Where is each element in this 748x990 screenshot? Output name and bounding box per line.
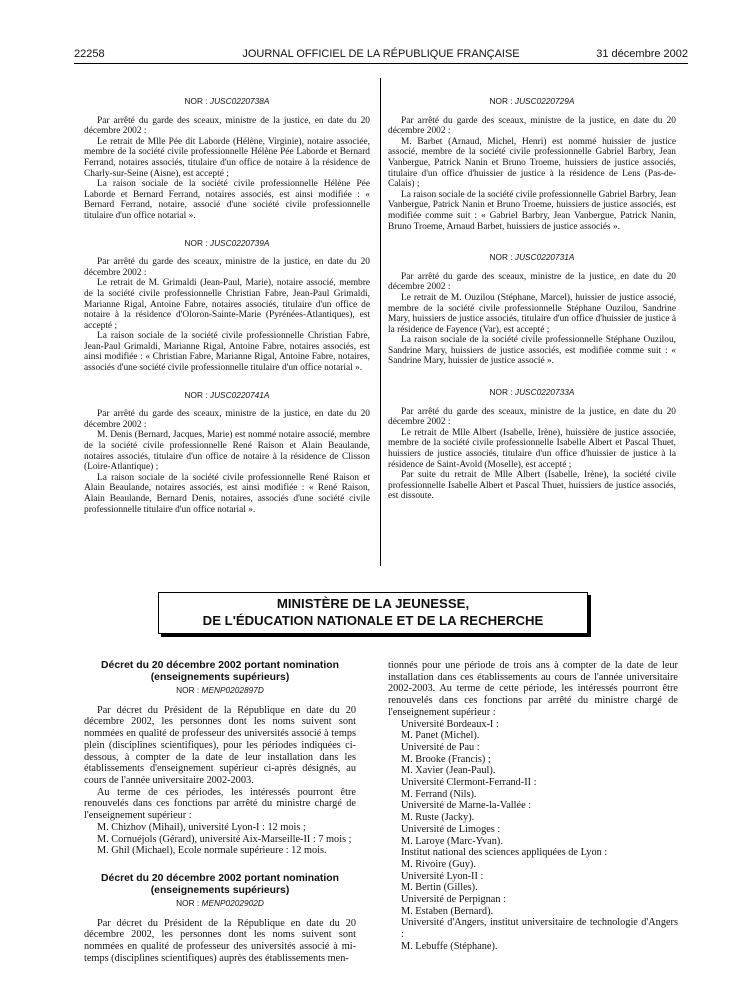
nor-reference: NOR : JUSC0220731A — [489, 252, 575, 263]
paragraph: Par arrêté du garde des sceaux, ministre de la justice, en date du 20 décembre 2002 : — [84, 115, 370, 137]
arrete-block — [388, 96, 676, 232]
paragraph: tionnés pour une période de trois ans à compter de la date de leur installation dans ces établissements au cours de l'année universitaire 2002-2003. Au terme de cette période, les intéressés pourront être renouvelés dans ces fonctions par arrêté du ministre chargé de l'enseignement supérieur : — [388, 660, 678, 718]
list-item: M. Cornuéjols (Gérard), université Aix-Marseille-II : 7 mois ; — [97, 833, 352, 845]
ministry-heading-box — [158, 592, 588, 634]
list-item: Institut national des sciences appliquées de Lyon : — [401, 847, 608, 859]
list-item: M. Ghil (Michael), Ecole normale supérieure : 12 mois. — [97, 845, 327, 857]
decree-subtitle: (enseignements supérieurs) — [150, 671, 290, 683]
paragraph: Par arrêté du garde des sceaux, ministre de la justice, en date du 20 décembre 2002 : — [84, 257, 370, 278]
list-item: Université de Limoges : — [401, 823, 501, 835]
paragraph: M. Denis (Bernard, Jacques, Marie) est nommé notaire associé, membre de la société civile professionnelle René Raison et Alain Beaulande, notaires associés, titulaire d'un office de notaire à la résidence de Clisson (Loire-Atlantique) ; — [84, 430, 370, 473]
paragraph: Le retrait de M. Grimaldi (Jean-Paul, Marie), notaire associé, membre de la société civile professionnelle Christian Fabre, Jean-Paul Grimaldi, Marianne Rigal, Antoine Fabre, notaires associés, titulaire d'un office de notaire à la résidence d'Oloron-Sainte-Marie (Pyrénées-Atlantiques), est accepté ; — [84, 278, 370, 331]
list-item: Université d'Angers, institut universitaire de technologie d'Angers : — [401, 917, 678, 941]
arrete-block — [84, 96, 370, 222]
right-column-top — [388, 96, 676, 502]
decree-subtitle: (enseignements supérieurs) — [150, 884, 290, 896]
paragraph: Par suite du retrait de Mlle Albert (Isabelle, Irène), la société civile professionnelle Isabelle Albert et Pascal Thuet, huissiers de justice associés, est dissoute. — [388, 470, 676, 502]
list-item: M. Laroye (Marc-Yvan). — [401, 835, 503, 847]
decree-title: Décret du 20 décembre 2002 portant nomination — [101, 872, 339, 884]
list-item: Université Lyon-II : — [401, 870, 484, 882]
paragraph: La raison sociale de la société civile professionnelle Stéphane Ouzilou, Sandrine Mary, huissiers de justice associés, est modifiée comme suit : « Sandrine Mary, huissier de justice associé ». — [388, 335, 676, 367]
decree-block — [84, 660, 356, 857]
nor-reference: NOR : JUSC0220741A — [184, 389, 270, 400]
list-item: M. Xavier (Jean-Paul). — [401, 765, 496, 777]
ministry-line-1: MINISTÈRE DE LA JEUNESSE, — [276, 596, 470, 611]
left-column-top — [84, 96, 370, 515]
list-item: M. Estaben (Bernard). — [401, 905, 494, 917]
paragraph: La raison sociale de la société civile professionnelle René Raison et Alain Beaulande, notaires associés, est ainsi modifiée : « René Raison, Alain Beaulande, Bernard Denis, notaires, associés d'une société civile professionnelle titulaire d'un office notarial ». — [84, 472, 370, 515]
page-header — [74, 48, 688, 62]
arrete-block — [84, 390, 370, 516]
nor-reference: NOR : JUSC0220739A — [184, 237, 270, 248]
nor-reference: NOR : MENP0202902D — [176, 898, 264, 909]
list-item: Université Bordeaux-I : — [401, 718, 499, 730]
decree-title: Décret du 20 décembre 2002 portant nomination — [101, 660, 339, 671]
journal-title: JOURNAL OFFICIEL DE LA RÉPUBLIQUE FRANÇAISE — [242, 48, 520, 60]
list-item: Université de Marne-la-Vallée : — [401, 800, 532, 812]
nor-reference: NOR : MENP0202897D — [176, 685, 264, 696]
left-column-bottom — [84, 660, 356, 965]
paragraph: La raison sociale de la société civile professionnelle Christian Fabre, Jean-Paul Grimaldi, Marianne Rigal, Antoine Fabre, notaires associés, est ainsi modifiée : « Christian Fabre, Marianne Rigal, Antoine Fabre, notaires, associés d'une société civile professionnelle titulaire d'un office notarial ». — [84, 331, 370, 374]
decree-block — [84, 873, 356, 965]
paragraph: Le retrait de Mlle Albert (Isabelle, Irène), huissière de justice associée, membre de la société civile professionnelle Isabelle Albert et Pascal Thuet, huissiers de justice associés, titulaire d'un office d'huissier de justice à la résidence de Saint-Avold (Moselle), est accepté ; — [388, 427, 676, 470]
paragraph: Par décret du Président de la République en date du 20 décembre 2002, les personnes dont les noms suivent sont nommées en qualité de professeur des universités associé à mi-temps (disciplines scientifiques) auprès des établissements men- — [84, 917, 356, 964]
list-item: Université Clermont-Ferrand-II : — [401, 777, 537, 789]
list-item: M. Lebuffe (Stéphane). — [401, 940, 498, 952]
paragraph: Le retrait de M. Ouzilou (Stéphane, Marcel), huissier de justice associé, membre de la société civile professionnelle Stéphane Ouzilou, Sandrine Mary, huissiers de justice associés, titulaire d'un office d'huissier de justice à la résidence de Fayence (Var), est accepté ; — [388, 292, 676, 335]
publication-date: 31 décembre 2002 — [596, 48, 688, 60]
list-item: Université de Perpignan : — [401, 894, 506, 906]
column-divider — [380, 78, 381, 566]
paragraph: La raison sociale de la société civile professionnelle Gabriel Barbry, Jean Vanbergue, Patrick Nanin et Bruno Troeme, huissiers de justice associés, est modifiée comme suit : « Gabriel Barbry, Jean Vanbergue, Patrick Nanin, Bruno Troeme, Arnaud Barbet, huissiers de justice associés ». — [388, 189, 676, 232]
list-item: M. Panet (Michel). — [401, 730, 480, 742]
nor-reference: NOR : JUSC0220733A — [489, 387, 575, 398]
list-item: M. Brooke (Francis) ; — [401, 753, 491, 765]
list-item: M. Chizhov (Mihail), université Lyon-I : 12 mois ; — [97, 821, 306, 833]
arrete-block — [84, 238, 370, 374]
list-item: M. Rivoire (Guy). — [401, 858, 476, 870]
paragraph: Par arrêté du garde des sceaux, ministre de la justice, en date du 20 décembre 2002 : — [388, 115, 676, 137]
nor-reference: NOR : JUSC0220738A — [184, 96, 270, 106]
paragraph: Par arrêté du garde des sceaux, ministre de la justice, en date du 20 décembre 2002 : — [388, 406, 676, 428]
ministry-line-2: DE L'ÉDUCATION NATIONALE ET DE LA RECHERCHE — [202, 612, 544, 628]
list-item: M. Bertin (Gilles). — [401, 882, 478, 894]
paragraph: Au terme de ces périodes, les intéressés pourront être renouvelés dans ces fonctions par arrêté du ministre chargé de l'enseignement supérieur : — [84, 786, 356, 822]
nor-reference: NOR : JUSC0220729A — [489, 96, 575, 106]
arrete-block — [388, 387, 676, 502]
paragraph: Par arrêté du garde des sceaux, ministre de la justice, en date du 20 décembre 2002 : — [388, 271, 676, 293]
list-item: M. Ruste (Jacky). — [401, 812, 475, 824]
paragraph: La raison sociale de la société civile professionnelle Hélène Pée Laborde et Bernard Ferrand, notaires associés, est ainsi modifiée : « Bernard Ferrand, notaire, associé d'une société civile professionnelle titulaire d'un office notarial ». — [84, 179, 370, 221]
header-rule — [74, 63, 688, 64]
page-number: 22258 — [74, 48, 105, 60]
paragraph: Par décret du Président de la République en date du 20 décembre 2002, les personnes dont les noms suivent sont nommées en qualité de professeur des universités associé à temps plein (disciplines scientifiques), pour les périodes indiquées ci-dessous, à compter de la date de leur installation dans les établissements d'enseignement supérieur ci-après désignés, au cours de l'année universitaire 2002-2003. — [84, 704, 356, 786]
right-column-bottom — [388, 660, 678, 953]
list-item: Université de Pau : — [401, 741, 480, 753]
paragraph: Par arrêté du garde des sceaux, ministre de la justice, en date du 20 décembre 2002 : — [84, 409, 370, 430]
list-item: M. Ferrand (Nils). — [401, 788, 477, 800]
paragraph: M. Barbet (Arnaud, Michel, Henri) est nommé huissier de justice associé, membre de la société civile professionnelle Gabriel Barbry, Jean Vanbergue, Patrick Nanin et Bruno Troeme, huissiers de justice associés, titulaire d'un office d'huissier de justice à la résidence de Lens (Pas-de-Calais) ; — [388, 136, 676, 190]
arrete-block — [388, 252, 676, 367]
paragraph: Le retrait de Mlle Pée dit Laborde (Hélène, Virginie), notaire associée, membre de la société civile professionnelle Hélène Pée Laborde et Bernard Ferrand, notaires associés, titulaire d'un office de notaire à la résidence de Charly-sur-Seine (Aisne), est accepté ; — [84, 136, 370, 179]
